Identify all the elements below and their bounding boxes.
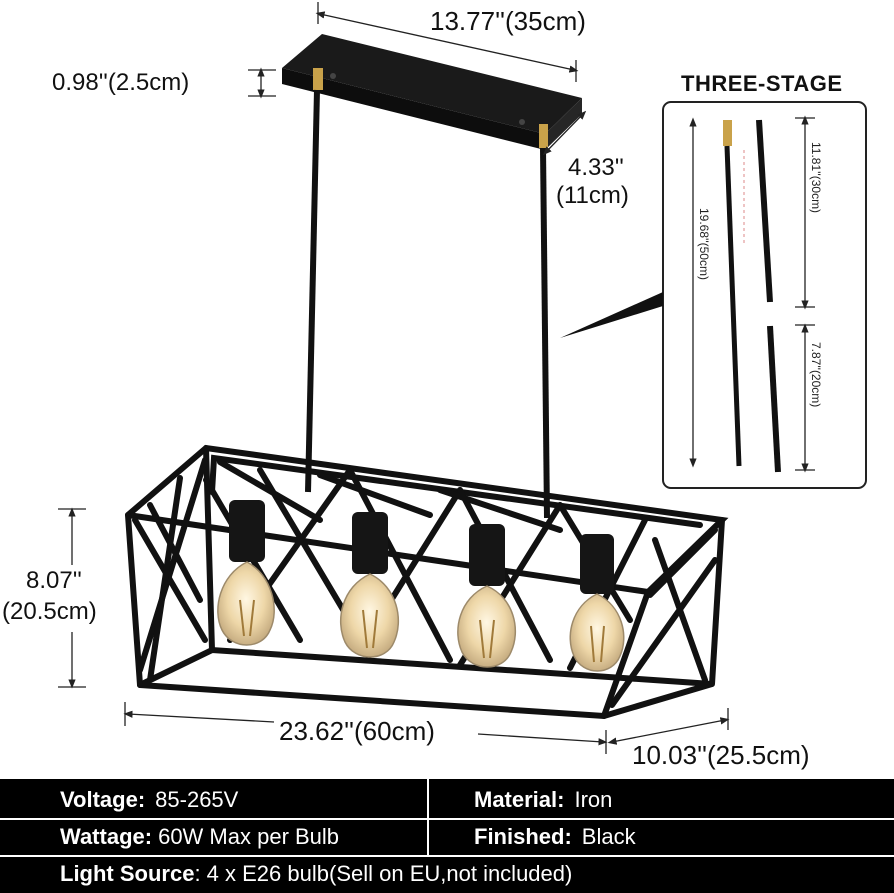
callout-pointer [560,292,663,338]
fixture-height-label-bottom: (20.5cm) [2,598,97,625]
bulb-1 [218,500,274,645]
rod-short-label: 7.87''(20cm) [809,342,823,408]
brass-rod-tip [723,120,732,146]
canopy-width-label-bottom: (11cm) [556,182,629,209]
brass-screw-left [313,68,323,90]
canopy-length-label: 13.77''(35cm) [430,6,586,36]
brass-screw-right [539,124,548,148]
voltage-label: Voltage: [60,787,146,812]
light-source-cell [60,857,572,891]
ceiling-canopy [282,34,582,150]
cage-frame [128,448,722,716]
fixture-height-label-top: 8.07'' [26,567,82,594]
spec-column-divider [427,779,429,855]
material-label: Material: [474,787,565,812]
fixture-length-label: 23.62''(60cm) [279,716,435,746]
rod-total-label: 19.68''(50cm) [697,208,711,280]
suspension-rods [308,90,547,518]
finished-label: Finished: [474,824,572,849]
canopy-height-label: 0.98''(2.5cm) [52,69,190,96]
spec-row-1 [0,783,894,817]
rod-long-label: 11.81''(30cm) [809,142,823,214]
spec-row-3 [0,857,894,891]
fixture-width-label: 10.03''(25.5cm) [632,740,810,770]
light-source-value: : 4 x E26 bulb(Sell on EU,not included) [194,861,573,886]
wattage-value: 60W Max per Bulb [158,824,340,849]
spec-row-2 [0,820,894,854]
wattage-label: Wattage: [60,824,153,849]
voltage-value: 85-265V [155,787,239,812]
finished-cell [474,820,636,854]
inset-title: THREE-STAGE [681,71,843,96]
wattage-cell [60,820,339,854]
canopy-width-label-top: 4.33'' [568,154,624,181]
bulb-2 [341,512,399,657]
finished-value: Black [581,824,636,849]
spec-table [0,779,894,893]
bulb-4 [570,534,624,671]
material-cell [474,783,612,817]
material-value: Iron [574,787,613,812]
light-source-label: Light Source [60,861,195,886]
voltage-cell [60,783,238,817]
